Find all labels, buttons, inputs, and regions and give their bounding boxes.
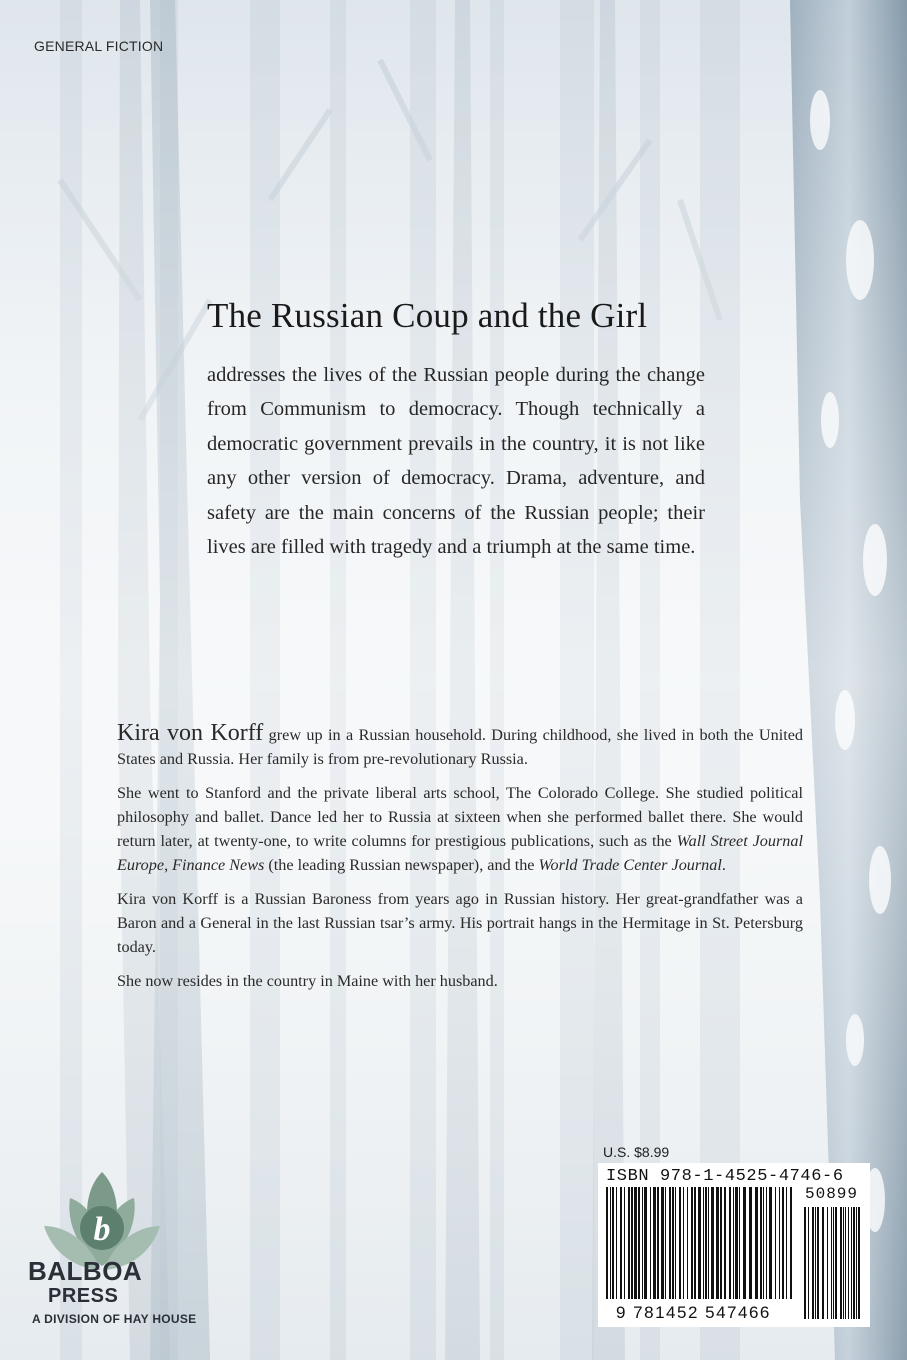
barcode-bar [644, 1187, 647, 1299]
ean-digits: 9 781452 547466 [616, 1303, 771, 1322]
bio-paragraph [117, 782, 803, 877]
blurb-body: addresses the lives of the Russian people during the change from Communism to democracy. Though technically a democratic government prevails in the country, it is not like any other version of democracy. Drama, adventure, and safety are the main concerns of the Russian people; their lives are filled with tragedy and a triumph at the same time. [207, 364, 705, 559]
barcode-bar [628, 1187, 630, 1299]
barcode-bar [679, 1187, 681, 1299]
bio-paragraph [117, 722, 803, 771]
bio-text: She went to Stanford and the private liberal arts school, The Colorado College. She studied political philosophy and ballet. Dance led her to Russia at sixteen when she performed ballet there. She would return later, at twenty-one, to write columns for prestigious publications, such as the [117, 784, 803, 850]
barcode-bar [672, 1187, 674, 1299]
barcode-bar [735, 1187, 738, 1299]
publisher-name [28, 1256, 188, 1336]
barcode-bar [760, 1187, 762, 1299]
genre-label: GENERAL FICTION [34, 38, 164, 54]
publisher-name-line1: BALBOA [28, 1256, 143, 1286]
publication-title: World Trade Center Journal [538, 855, 722, 874]
barcode-bar [650, 1187, 651, 1299]
barcode-bar [683, 1187, 684, 1299]
logo-letter: b [93, 1211, 111, 1248]
barcode-bar [634, 1187, 637, 1299]
bio-text: . [721, 855, 726, 874]
addon-bar [817, 1207, 819, 1319]
addon-bar [833, 1207, 834, 1319]
barcode-bar [669, 1187, 671, 1299]
barcode-bar [653, 1187, 656, 1299]
publication-title: Wall Street Journal Europe [117, 831, 803, 874]
price-label: U.S. $8.99 [603, 1144, 670, 1160]
addon-bar [853, 1207, 855, 1319]
barcode-bar [705, 1187, 707, 1299]
price-code: 50899 [805, 1185, 859, 1203]
barcode-bar [782, 1187, 784, 1299]
addon-bar [845, 1207, 846, 1319]
barcode-bar [779, 1187, 780, 1299]
barcode-bar [694, 1187, 696, 1299]
barcode-bar [720, 1187, 722, 1299]
barcode-bar [606, 1187, 608, 1299]
isbn-barcode [598, 1163, 870, 1327]
barcode-bar [790, 1187, 792, 1299]
barcode-bar [729, 1187, 731, 1299]
barcode-bar [624, 1187, 625, 1299]
barcode-bar [743, 1187, 746, 1299]
barcode-bar [775, 1187, 776, 1299]
bio-text: (the leading Russian newspaper), and the [264, 855, 539, 874]
barcode-bar [661, 1187, 664, 1299]
publication-title: Finance News [172, 855, 265, 874]
addon-bar [808, 1207, 809, 1319]
blurb-title: The Russian Coup and the Girl [207, 296, 648, 335]
author-bio [117, 722, 803, 1005]
barcode-bar [739, 1187, 740, 1299]
publisher-tagline: A DIVISION OF HAY HOUSE [32, 1312, 197, 1326]
barcode-bar [612, 1187, 614, 1299]
addon-bar [804, 1207, 806, 1319]
barcode-bar [665, 1187, 666, 1299]
barcode-bar [716, 1187, 719, 1299]
publisher-name-line2: PRESS [48, 1285, 119, 1307]
barcode-bar [703, 1187, 704, 1299]
barcode-bar [769, 1187, 772, 1299]
bio-text: grew up in a Russian household. During childhood, she lived in both the United States and Russia. Her family is from pre-revolutionary Russia. [117, 726, 803, 768]
barcode-bar [763, 1187, 764, 1299]
barcode-bar [711, 1187, 714, 1299]
barcode-bar [733, 1187, 734, 1299]
author-name: Kira von Korff [117, 720, 264, 746]
barcode-bar [724, 1187, 726, 1299]
isbn-number: ISBN 978-1-4525-4746-6 [606, 1167, 844, 1186]
addon-bar [815, 1207, 816, 1319]
addon-bar [827, 1207, 828, 1319]
addon-bar [835, 1207, 837, 1319]
barcode-bar [786, 1187, 787, 1299]
bio-text: , [164, 855, 173, 874]
barcode-bar [755, 1187, 758, 1299]
barcode-bar [610, 1187, 611, 1299]
barcode-bar [749, 1187, 752, 1299]
barcode-bar [691, 1187, 693, 1299]
addon-bar [848, 1207, 849, 1319]
addon-bar [858, 1207, 860, 1319]
addon-bar [840, 1207, 842, 1319]
bio-paragraph: She now resides in the country in Maine with her husband. [117, 972, 498, 991]
addon-bar [856, 1207, 857, 1319]
barcode-bar [657, 1187, 659, 1299]
barcode-bar [616, 1187, 617, 1299]
addon-bar [822, 1207, 824, 1319]
barcode-bar [708, 1187, 709, 1299]
addon-bar [812, 1207, 814, 1319]
barcode-bar [698, 1187, 701, 1299]
bio-paragraph: Kira von Korff is a Russian Baroness from years ago in Russian history. Her great-grandfather was a Baron and a General in the last Russian tsar’s army. His portrait hangs in the Hermitage in St. Petersburg today. [117, 890, 803, 956]
addon-bar [851, 1207, 852, 1319]
addon-bar [843, 1207, 844, 1319]
barcode-bar [675, 1187, 676, 1299]
barcode-bar [642, 1187, 643, 1299]
barcode-bar [638, 1187, 640, 1299]
barcode-bar [620, 1187, 622, 1299]
addon-bar [831, 1207, 832, 1319]
barcode-bar [766, 1187, 767, 1299]
barcode-bar [631, 1187, 633, 1299]
barcode-bar [687, 1187, 688, 1299]
